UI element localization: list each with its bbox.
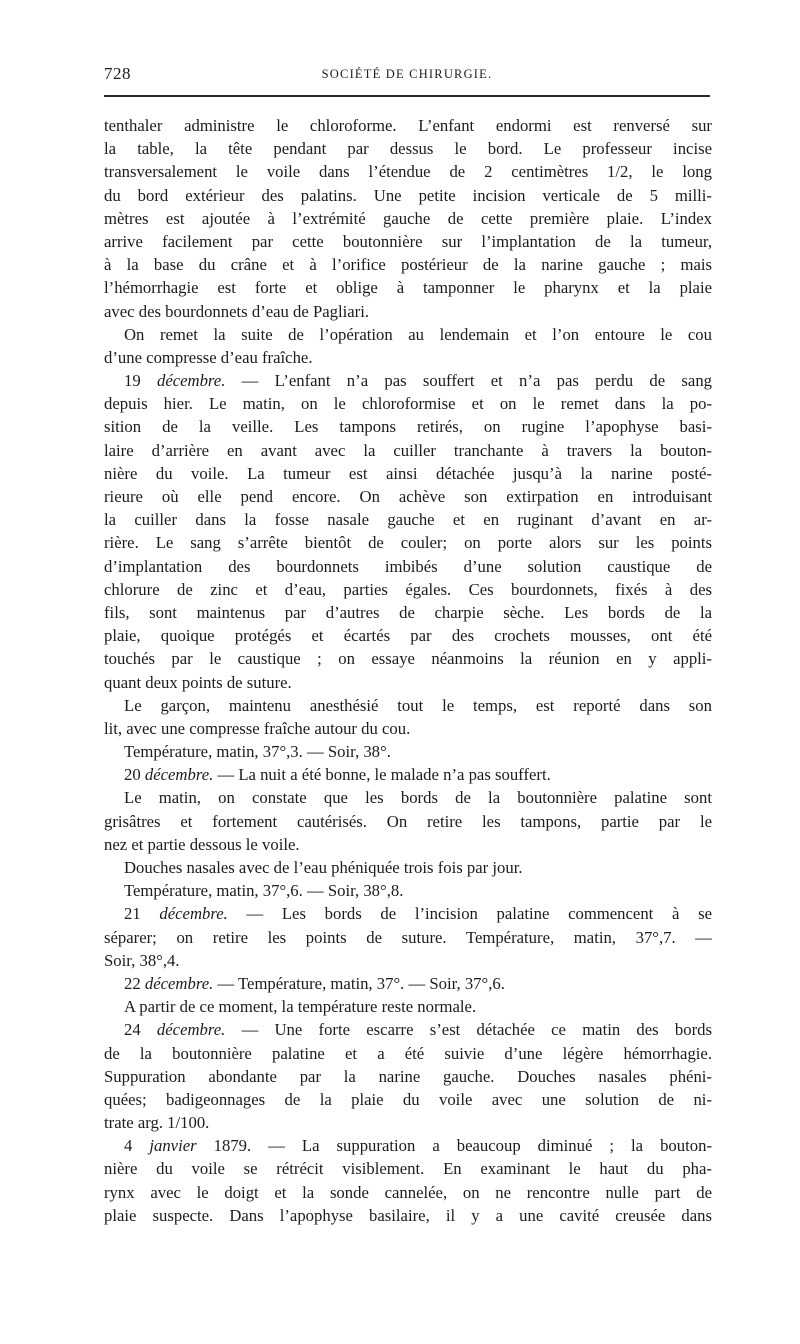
text-line	[104, 485, 712, 508]
text-line	[104, 647, 712, 670]
text-line	[104, 810, 712, 833]
text-span: à la base du crâne et à l’orifice postérieur de la narine gauche ; mais	[104, 255, 712, 275]
text-line	[104, 1204, 712, 1227]
text-span: fils, sont maintenus par d’autres de charpie sèche. Les bords de la	[104, 602, 712, 622]
text-line	[104, 137, 712, 160]
text-span: transversalement le voile dans l’étendue de 2 centimètres 1/2, le long	[104, 162, 712, 182]
text-line	[104, 601, 712, 624]
text-line	[104, 230, 712, 253]
text-span: lit, avec une compresse fraîche autour du cou.	[104, 718, 411, 738]
text-span: A partir de ce moment, la température reste normale.	[124, 997, 477, 1017]
text-line	[104, 300, 712, 323]
text-span: de la boutonnière palatine et a été suivie d’une légère hémorrhagie.	[104, 1043, 712, 1063]
text-span: 24	[124, 1020, 157, 1040]
text-span: touchés par le caustique ; on essaye néanmoins la réunion en y appli-	[104, 649, 712, 669]
text-span: du bord extérieur des palatins. Une petite incision verticale de 5 milli-	[104, 185, 712, 205]
running-head	[104, 64, 710, 86]
text-line	[104, 694, 712, 717]
text-line	[104, 624, 712, 647]
text-line	[104, 508, 712, 531]
text-span: nière du voile se rétrécit visiblement. En examinant le haut du pha-	[104, 1159, 712, 1179]
text-line	[104, 1042, 712, 1065]
text-span: laire d’arrière en avant avec la cuiller tranchante à travers la bouton-	[104, 440, 712, 460]
text-line	[104, 926, 712, 949]
text-span: Douches nasales avec de l’eau phéniquée trois fois par jour.	[124, 858, 523, 877]
text-span: 22	[124, 973, 145, 993]
text-span: 1879. — La suppuration a beaucoup diminué ; la bouton-	[196, 1136, 712, 1156]
text-line	[104, 555, 712, 578]
date-label: décembre.	[156, 1020, 226, 1040]
text-line	[104, 833, 712, 856]
text-span: sition de la veille. Les tampons retirés, on rugine l’apophyse basi-	[104, 417, 712, 437]
page-number: 728	[104, 64, 131, 83]
text-span: rynx avec le doigt et la sonde cannelée, on ne rencontre nulle part de	[104, 1182, 712, 1202]
text-line	[104, 1065, 712, 1088]
date-label: décembre.	[144, 765, 214, 785]
date-label: décembre.	[156, 371, 226, 391]
text-span: 20	[124, 765, 145, 785]
text-span: plaie suspecte. Dans l’apophyse basilaire, il y a une cavité creusée dans	[104, 1205, 712, 1225]
date-label: janvier	[149, 1136, 197, 1156]
date-label: décembre.	[159, 904, 228, 924]
text-line	[104, 1111, 712, 1134]
text-line	[104, 1181, 712, 1204]
text-span: On remet la suite de l’opération au lendemain et l’on entoure le cou	[124, 324, 712, 344]
text-span: d’implantation des bourdonnets imbibés d’une solution caustique de	[104, 556, 712, 576]
text-span: mètres est ajoutée à l’extrémité gauche de cette première plaie. L’index	[104, 208, 712, 228]
body-text	[104, 114, 712, 1227]
text-span: Suppuration abondante par la narine gauche. Douches nasales phéni-	[104, 1066, 712, 1086]
text-line	[104, 1088, 712, 1111]
text-span: rière. Le sang s’arrête bientôt de couler; on porte alors sur les points	[104, 533, 712, 553]
text-line	[104, 369, 712, 392]
text-span: chlorure de zinc et d’eau, parties égales. Ces bourdonnets, fixés à des	[104, 579, 712, 599]
text-span: 4	[124, 1136, 150, 1156]
text-span: quées; badigeonnages de la plaie du voile avec une solution de ni-	[104, 1089, 712, 1109]
text-span: arrive facilement par cette boutonnière sur l’implantation de la tumeur,	[104, 231, 712, 251]
text-span: nière du voile. La tumeur est ainsi détachée jusqu’à la narine posté-	[104, 463, 712, 483]
text-line	[104, 439, 712, 462]
text-line	[104, 856, 712, 879]
text-line	[104, 786, 712, 809]
text-span: tenthaler administre le chloroforme. L’enfant endormi est renversé sur	[104, 116, 712, 135]
text-span: — La nuit a été bonne, le malade n’a pas souffert.	[213, 765, 551, 785]
text-span: Température, matin, 37°,3. — Soir, 38°.	[124, 742, 391, 762]
text-span: 21	[124, 904, 160, 924]
text-line	[104, 184, 712, 207]
text-line	[104, 949, 712, 972]
text-span: — Température, matin, 37°. — Soir, 37°,6.	[213, 973, 505, 993]
text-span: — Les bords de l’incision palatine commencent à se	[227, 904, 712, 924]
text-line	[104, 323, 712, 346]
text-line	[104, 740, 712, 763]
text-span: la table, la tête pendant par dessus le bord. Le professeur incise	[104, 139, 712, 159]
text-span: — L’enfant n’a pas souffert et n’a pas perdu de sang	[225, 371, 712, 391]
journal-title: SOCIÉTÉ DE CHIRURGIE.	[321, 67, 493, 81]
text-span: trate arg. 1/100.	[104, 1113, 210, 1133]
text-span: l’hémorrhagie est forte et oblige à tamponner le pharynx et la plaie	[104, 278, 712, 298]
text-line	[104, 462, 712, 485]
header-rule	[104, 95, 710, 97]
text-line	[104, 1134, 712, 1157]
text-line	[104, 392, 712, 415]
text-line	[104, 578, 712, 601]
text-line	[104, 531, 712, 554]
text-span: nez et partie dessous le voile.	[104, 834, 300, 854]
text-line	[104, 717, 712, 740]
text-span: Le matin, on constate que les bords de la boutonnière palatine sont	[124, 788, 712, 808]
text-span: quant deux points de suture.	[104, 672, 292, 692]
text-line	[104, 902, 712, 925]
text-line	[104, 1018, 712, 1041]
text-span: Température, matin, 37°,6. — Soir, 38°,8.	[124, 881, 404, 901]
text-span: grisâtres et fortement cautérisés. On retire les tampons, partie par le	[104, 811, 712, 831]
text-line	[104, 763, 712, 786]
text-span: — Une forte escarre s’est détachée ce matin des bords	[225, 1020, 712, 1040]
text-line	[104, 276, 712, 299]
text-span: 19	[124, 371, 157, 391]
text-span: rieure où elle pend encore. On achève son extirpation en introduisant	[104, 487, 712, 506]
text-line	[104, 207, 712, 230]
text-line	[104, 671, 712, 694]
text-span: la cuiller dans la fosse nasale gauche et en ruginant d’avant en ar-	[104, 510, 712, 530]
text-line	[104, 346, 712, 369]
text-line	[104, 995, 712, 1018]
text-span: depuis hier. Le matin, on le chloroformise et on le remet dans la po-	[104, 394, 712, 414]
text-line	[104, 972, 712, 995]
text-line	[104, 879, 712, 902]
text-span: Soir, 38°,4.	[104, 950, 180, 970]
text-line	[104, 253, 712, 276]
date-label: décembre.	[144, 973, 214, 993]
text-line	[104, 1157, 712, 1180]
text-span: plaie, quoique protégés et écartés par des crochets mousses, ont été	[104, 626, 712, 646]
text-span: séparer; on retire les points de suture. Température, matin, 37°,7. —	[104, 927, 712, 947]
text-span: d’une compresse d’eau fraîche.	[104, 347, 313, 367]
text-line	[104, 160, 712, 183]
text-span: Le garçon, maintenu anesthésié tout le temps, est reporté dans son	[124, 695, 712, 715]
text-line	[104, 415, 712, 438]
text-span: avec des bourdonnets d’eau de Pagliari.	[104, 301, 370, 321]
text-line	[104, 114, 712, 137]
